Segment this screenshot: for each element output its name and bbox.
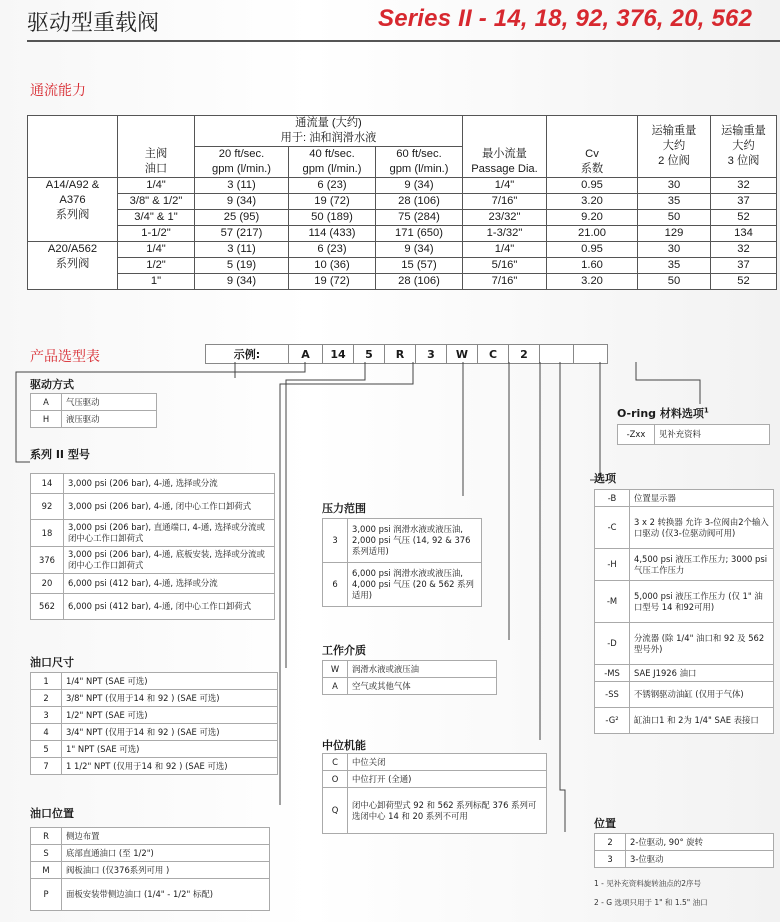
option-row (31, 547, 275, 574)
option-code: -Zxx (618, 425, 655, 445)
option-code: M (31, 862, 62, 879)
option-code: -G² (595, 708, 630, 734)
table-cell: 50 (189) (289, 210, 376, 226)
page-title: 驱动型重载阀 (27, 11, 160, 36)
option-description: 1" NPT (SAE 可选) (62, 741, 278, 758)
option-description: 3/8" NPT (仅用于14 和 92 ) (SAE 可选) (62, 690, 278, 707)
table-cell: 52 (711, 274, 777, 290)
option-row (31, 394, 157, 411)
center-title: 中位机能 (322, 739, 366, 752)
option-code: R (31, 828, 62, 845)
table-cell: 7/16" (463, 194, 547, 210)
table-cell: 57 (217) (195, 226, 289, 242)
option-description: 1 1/2" NPT (仅用于14 和 92 ) (SAE 可选) (62, 758, 278, 775)
oring-option-table (617, 424, 770, 445)
table-cell: 1" (118, 274, 195, 290)
option-code: 18 (31, 520, 64, 547)
options-option-table (594, 489, 774, 734)
port-header: 主阀 油口 (118, 147, 195, 178)
footnote-1: 1 - 见补充资料旋转油点的2序号 (594, 879, 702, 888)
option-description: 3 x 2 转换器 允许 3-位阀由2个输入口驱动 (仅3-位驱动阀可用) (630, 507, 774, 549)
example-label: 示例: (206, 345, 289, 364)
series-model-title: 系列 II 型号 (30, 448, 90, 461)
option-code: 20 (31, 574, 64, 594)
table-cell: 0.95 (547, 242, 638, 258)
table-cell: 114 (433) (289, 226, 376, 242)
table-cell: 37 (711, 194, 777, 210)
table-cell: 35 (638, 194, 711, 210)
option-description: 阀板油口 (仅376系列可用 ) (62, 862, 270, 879)
table-cell: 3/4" & 1" (118, 210, 195, 226)
line-oring (636, 362, 700, 404)
option-row (595, 549, 774, 581)
option-row (595, 708, 774, 734)
option-code: 562 (31, 594, 64, 620)
option-row (323, 788, 547, 834)
table-cell: 23/32" (463, 210, 547, 226)
table-cell: 52 (711, 210, 777, 226)
option-code: 14 (31, 474, 64, 494)
option-code: A (323, 678, 348, 695)
option-row (31, 690, 278, 707)
weight-2pos-header: 运输重量 大约 2 位阀 (638, 116, 711, 178)
table-cell: 1.60 (547, 258, 638, 274)
table-cell: 1/4" (463, 178, 547, 194)
option-code: P (31, 879, 62, 911)
pressure-option-table (322, 518, 482, 607)
option-row (31, 520, 275, 547)
table-cell: 30 (638, 242, 711, 258)
table-cell: 5 (19) (195, 258, 289, 274)
option-code: -H (595, 549, 630, 581)
table-cell: 5/16" (463, 258, 547, 274)
option-row (31, 594, 275, 620)
line-position (560, 362, 565, 832)
pressure-title: 压力范围 (322, 502, 366, 515)
table-cell: 171 (650) (376, 226, 463, 242)
drive-option-table (30, 393, 157, 428)
option-row (595, 490, 774, 507)
series-title: Series II - 14, 18, 92, 376, 20, 562 (378, 5, 753, 32)
option-row (31, 758, 278, 775)
option-description: 底部直通油口 (至 1/2") (62, 845, 270, 862)
series-option-table (30, 473, 275, 620)
example-code-cell: W (447, 345, 478, 364)
table-cell: 7/16" (463, 274, 547, 290)
option-row (595, 581, 774, 623)
option-code: 2 (595, 834, 626, 851)
option-row (323, 661, 497, 678)
drive-title: 驱动方式 (30, 378, 74, 391)
option-code: 5 (31, 741, 62, 758)
cv-header: Cv 系数 (547, 147, 638, 178)
group-a14-a92-a376: A14/A92 & A376 系列阀 (28, 178, 118, 242)
table-cell: 35 (638, 258, 711, 274)
option-description: 位置显示器 (630, 490, 774, 507)
option-code: -M (595, 581, 630, 623)
flow60-header: 60 ft/sec. gpm (l/min.) (376, 147, 463, 178)
table-cell: 6 (23) (289, 242, 376, 258)
options-title: 选项 (594, 472, 616, 485)
port-position-title: 油口位置 (30, 807, 74, 820)
option-code: 3 (323, 519, 348, 563)
table-cell: 0.95 (547, 178, 638, 194)
table-cell: 129 (638, 226, 711, 242)
option-code: 1 (31, 673, 62, 690)
position-title: 位置 (594, 817, 616, 830)
table-cell: 25 (95) (195, 210, 289, 226)
option-row (31, 845, 270, 862)
option-code: O (323, 771, 348, 788)
option-row (31, 411, 157, 428)
position-option-table (594, 833, 774, 868)
option-description: 3,000 psi (206 bar), 4-通, 选择或分流 (64, 474, 275, 494)
table-cell: 134 (711, 226, 777, 242)
option-row (595, 665, 774, 682)
option-code: W (323, 661, 348, 678)
option-row (618, 425, 770, 445)
table-cell: 9 (34) (376, 242, 463, 258)
option-code: 3 (31, 707, 62, 724)
option-code: 376 (31, 547, 64, 574)
flow20-header: 20 ft/sec. gpm (l/min.) (195, 147, 289, 178)
option-description: 3/4" NPT (仅用于14 和 92 ) (SAE 可选) (62, 724, 278, 741)
option-code: H (31, 411, 62, 428)
example-code-cell: 2 (509, 345, 540, 364)
option-row (31, 879, 270, 911)
option-row (31, 741, 278, 758)
table-cell: 1/2" (118, 258, 195, 274)
table-cell: 1-3/32" (463, 226, 547, 242)
option-description: 不锈钢驱动油缸 (仅用于气体) (630, 682, 774, 708)
media-title: 工作介质 (322, 644, 366, 657)
table-cell: 1/4" (118, 178, 195, 194)
option-description: 空气或其他气体 (348, 678, 497, 695)
option-description: 5,000 psi 液压工作压力 (仅 1" 油口型号 14 和92可用) (630, 581, 774, 623)
option-description: 6,000 psi (412 bar), 4-通, 选择或分流 (64, 574, 275, 594)
table-cell: 9 (34) (195, 274, 289, 290)
table-cell: 32 (711, 178, 777, 194)
option-row (595, 851, 774, 868)
table-cell: 1/4" (118, 242, 195, 258)
option-row (31, 828, 270, 845)
option-description: 分流器 (除 1/4" 油口和 92 及 562 型号外) (630, 623, 774, 665)
weight-3pos-header: 运输重量 大约 3 位阀 (711, 116, 777, 178)
flow-section-title: 通流能力 (30, 83, 86, 99)
option-code: 92 (31, 494, 64, 520)
option-code: -C (595, 507, 630, 549)
option-row (31, 474, 275, 494)
table-cell: 9.20 (547, 210, 638, 226)
option-code: -SS (595, 682, 630, 708)
table-cell: 75 (284) (376, 210, 463, 226)
option-code: 2 (31, 690, 62, 707)
footnote-2: 2 - G 选项只用于 1" 和 1.5" 油口 (594, 898, 708, 907)
option-code: -D (595, 623, 630, 665)
option-code: -B (595, 490, 630, 507)
example-code-cell: C (478, 345, 509, 364)
port-size-title: 油口尺寸 (30, 656, 74, 669)
table-cell: 3 (11) (195, 178, 289, 194)
table-cell: 3.20 (547, 194, 638, 210)
option-row (31, 673, 278, 690)
option-code: A (31, 394, 62, 411)
table-cell: 28 (106) (376, 274, 463, 290)
option-description: 1/4" NPT (SAE 可选) (62, 673, 278, 690)
option-description: 3,000 psi (206 bar), 4-通, 闭中心工作口卸荷式 (64, 494, 275, 520)
table-cell: 32 (711, 242, 777, 258)
option-description: 1/2" NPT (SAE 可选) (62, 707, 278, 724)
option-code: C (323, 754, 348, 771)
table-cell: 10 (36) (289, 258, 376, 274)
table-cell: 3/8" & 1/2" (118, 194, 195, 210)
option-description: SAE J1926 油口 (630, 665, 774, 682)
option-description: 3,000 psi 润滑水液或液压油, 2,000 psi 气压 (14, 92 & 376 系列适用) (348, 519, 482, 563)
flow-header: 通流量 (大约) 用于: 油和润滑水液 (195, 116, 463, 147)
table-cell: 19 (72) (289, 274, 376, 290)
option-row (31, 724, 278, 741)
option-description: 闭中心卸荷型式 92 和 562 系列标配 376 系列可选闭中心 14 和 20 系列不可用 (348, 788, 547, 834)
group-a20-a562: A20/A562 系列阀 (28, 242, 118, 290)
option-row (323, 519, 482, 563)
option-description: 4,500 psi 液压工作压力; 3000 psi 气压工作压力 (630, 549, 774, 581)
table-cell: 1/4" (463, 242, 547, 258)
selection-section-title: 产品选型表 (30, 349, 100, 365)
example-code-cell: 5 (354, 345, 385, 364)
option-description: 3-位驱动 (626, 851, 774, 868)
option-row (323, 754, 547, 771)
table-cell: 9 (34) (376, 178, 463, 194)
option-row (31, 707, 278, 724)
option-row (31, 862, 270, 879)
option-code: S (31, 845, 62, 862)
option-row (595, 682, 774, 708)
example-code-cell: A (289, 345, 323, 364)
option-code: Q (323, 788, 348, 834)
option-description: 3,000 psi (206 bar), 4-通, 底板安装, 选择或分流或闭中心工作口卸荷式 (64, 547, 275, 574)
table-cell: 19 (72) (289, 194, 376, 210)
port-option-table (30, 672, 278, 775)
option-code: 6 (323, 563, 348, 607)
table-cell: 6 (23) (289, 178, 376, 194)
option-description: 3,000 psi (206 bar), 直通端口, 4-通, 选择或分流或闭中心工作口卸荷式 (64, 520, 275, 547)
table-cell: 1-1/2" (118, 226, 195, 242)
option-code: -MS (595, 665, 630, 682)
option-description: 液压驱动 (62, 411, 157, 428)
example-code-cell: 14 (323, 345, 354, 364)
option-description: 缸油口1 和 2为 1/4" SAE 表接口 (630, 708, 774, 734)
option-code: 3 (595, 851, 626, 868)
min-flow-header: 最小流量 Passage Dia. (463, 147, 547, 178)
option-description: 气压驱动 (62, 394, 157, 411)
option-description: 中位打开 (全通) (348, 771, 547, 788)
table-cell: 3 (11) (195, 242, 289, 258)
table-cell: 50 (638, 274, 711, 290)
example-code-cell: R (385, 345, 416, 364)
option-code: 4 (31, 724, 62, 741)
table-cell: 37 (711, 258, 777, 274)
option-row (323, 771, 547, 788)
option-description: 2-位驱动, 90° 旋转 (626, 834, 774, 851)
option-row (323, 678, 497, 695)
option-row (595, 623, 774, 665)
option-description: 6,000 psi (412 bar), 4-通, 闭中心工作口卸荷式 (64, 594, 275, 620)
table-cell: 15 (57) (376, 258, 463, 274)
center-option-table (322, 753, 547, 834)
option-description: 中位关闭 (348, 754, 547, 771)
table-cell: 50 (638, 210, 711, 226)
option-description: 6,000 psi 润滑水液或液压油, 4,000 psi 气压 (20 & 562 系列适用) (348, 563, 482, 607)
table-cell: 30 (638, 178, 711, 194)
option-row (31, 494, 275, 520)
option-description: 见补充资料 (655, 425, 770, 445)
oring-title: O-ring 材料选项$^1$ (617, 406, 709, 420)
option-row (595, 507, 774, 549)
option-description: 面板安装带侧边油口 (1/4" - 1/2" 标配) (62, 879, 270, 911)
table-cell: 28 (106) (376, 194, 463, 210)
option-description: 侧边布置 (62, 828, 270, 845)
flow40-header: 40 ft/sec. gpm (l/min.) (289, 147, 376, 178)
example-code-cell: 3 (416, 345, 447, 364)
option-code: 7 (31, 758, 62, 775)
option-row (323, 563, 482, 607)
option-description: 润滑水液或液压油 (348, 661, 497, 678)
media-option-table (322, 660, 497, 695)
line-options (590, 362, 600, 480)
portpos-option-table (30, 827, 270, 911)
option-row (31, 574, 275, 594)
table-cell: 3.20 (547, 274, 638, 290)
table-cell: 9 (34) (195, 194, 289, 210)
option-row (595, 834, 774, 851)
table-cell: 21.00 (547, 226, 638, 242)
